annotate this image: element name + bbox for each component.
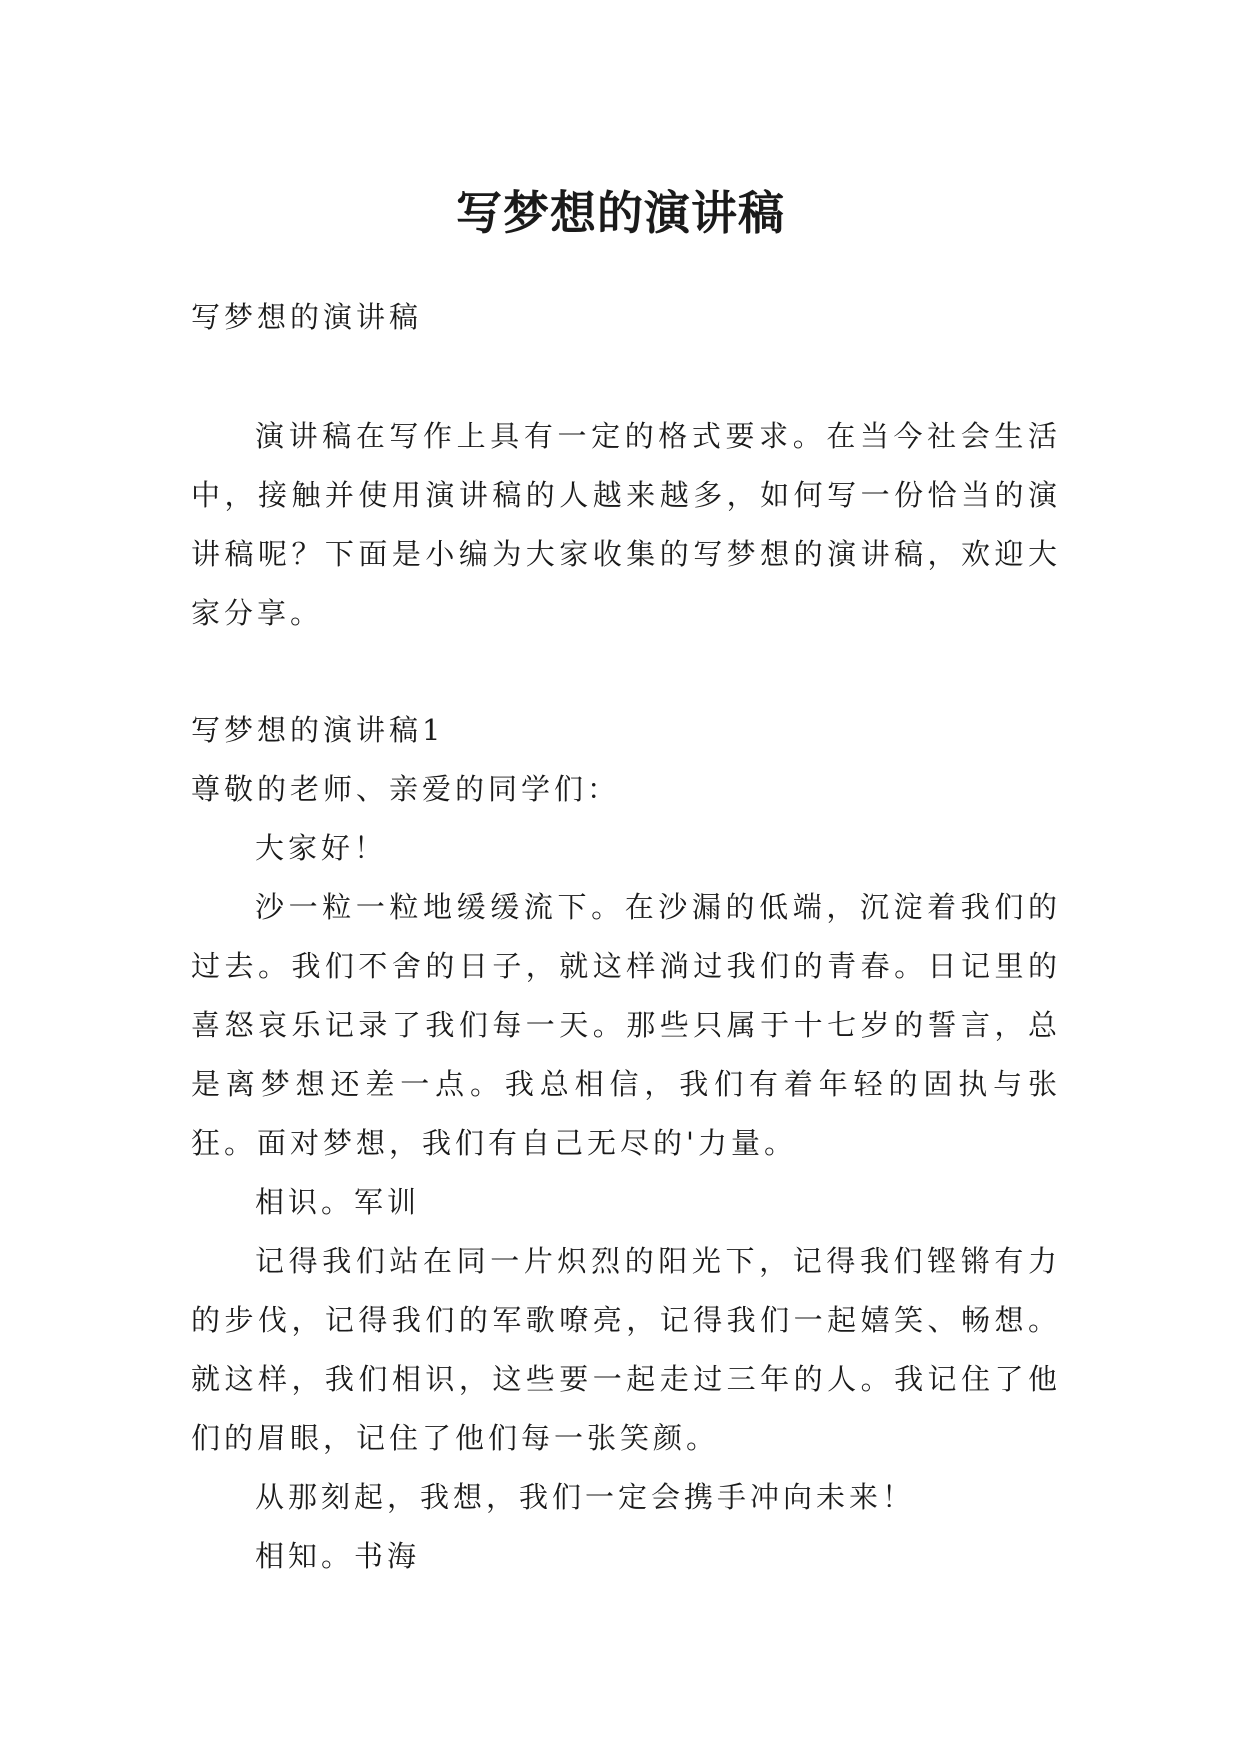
salutation: 尊敬的老师、亲爱的同学们： <box>191 772 621 806</box>
subtitle: 写梦想的演讲稿 <box>191 300 423 334</box>
section-label-book-sea: 相知。书海 <box>255 1539 421 1573</box>
body-paragraph: 沙一粒一粒地缓缓流下。在沙漏的低端，沉淀着我们的过去。我们不舍的日子，就这样淌过我们的青春。日记里的喜怒哀乐记录了我们每一天。那些只属于十七岁的誓言，总是离梦想还差一点。我总相信，我们有着年轻的固执与张狂。面对梦想，我们有自己无尽的'力量。 <box>191 890 1061 1160</box>
section-heading: 写梦想的演讲稿1 <box>191 713 445 747</box>
section-label-military-training: 相识。军训 <box>255 1185 421 1219</box>
intro-paragraph: 演讲稿在写作上具有一定的格式要求。在当今社会生活中，接触并使用演讲稿的人越来越多，如何写一份恰当的演讲稿呢？下面是小编为大家收集的写梦想的演讲稿，欢迎大家分享。 <box>191 419 1061 630</box>
greeting: 大家好！ <box>255 831 388 865</box>
document-title: 写梦想的演讲稿 <box>456 185 785 240</box>
document-body <box>191 288 1061 1586</box>
body-paragraph: 记得我们站在同一片炽烈的阳光下，记得我们铿锵有力的步伐，记得我们的军歌嘹亮，记得我们一起嬉笑、畅想。就这样，我们相识，这些要一起走过三年的人。我记住了他们的眉眼，记住了他们每一张笑颜。 <box>191 1244 1061 1455</box>
body-paragraph: 从那刻起，我想，我们一定会携手冲向未来！ <box>255 1480 916 1514</box>
